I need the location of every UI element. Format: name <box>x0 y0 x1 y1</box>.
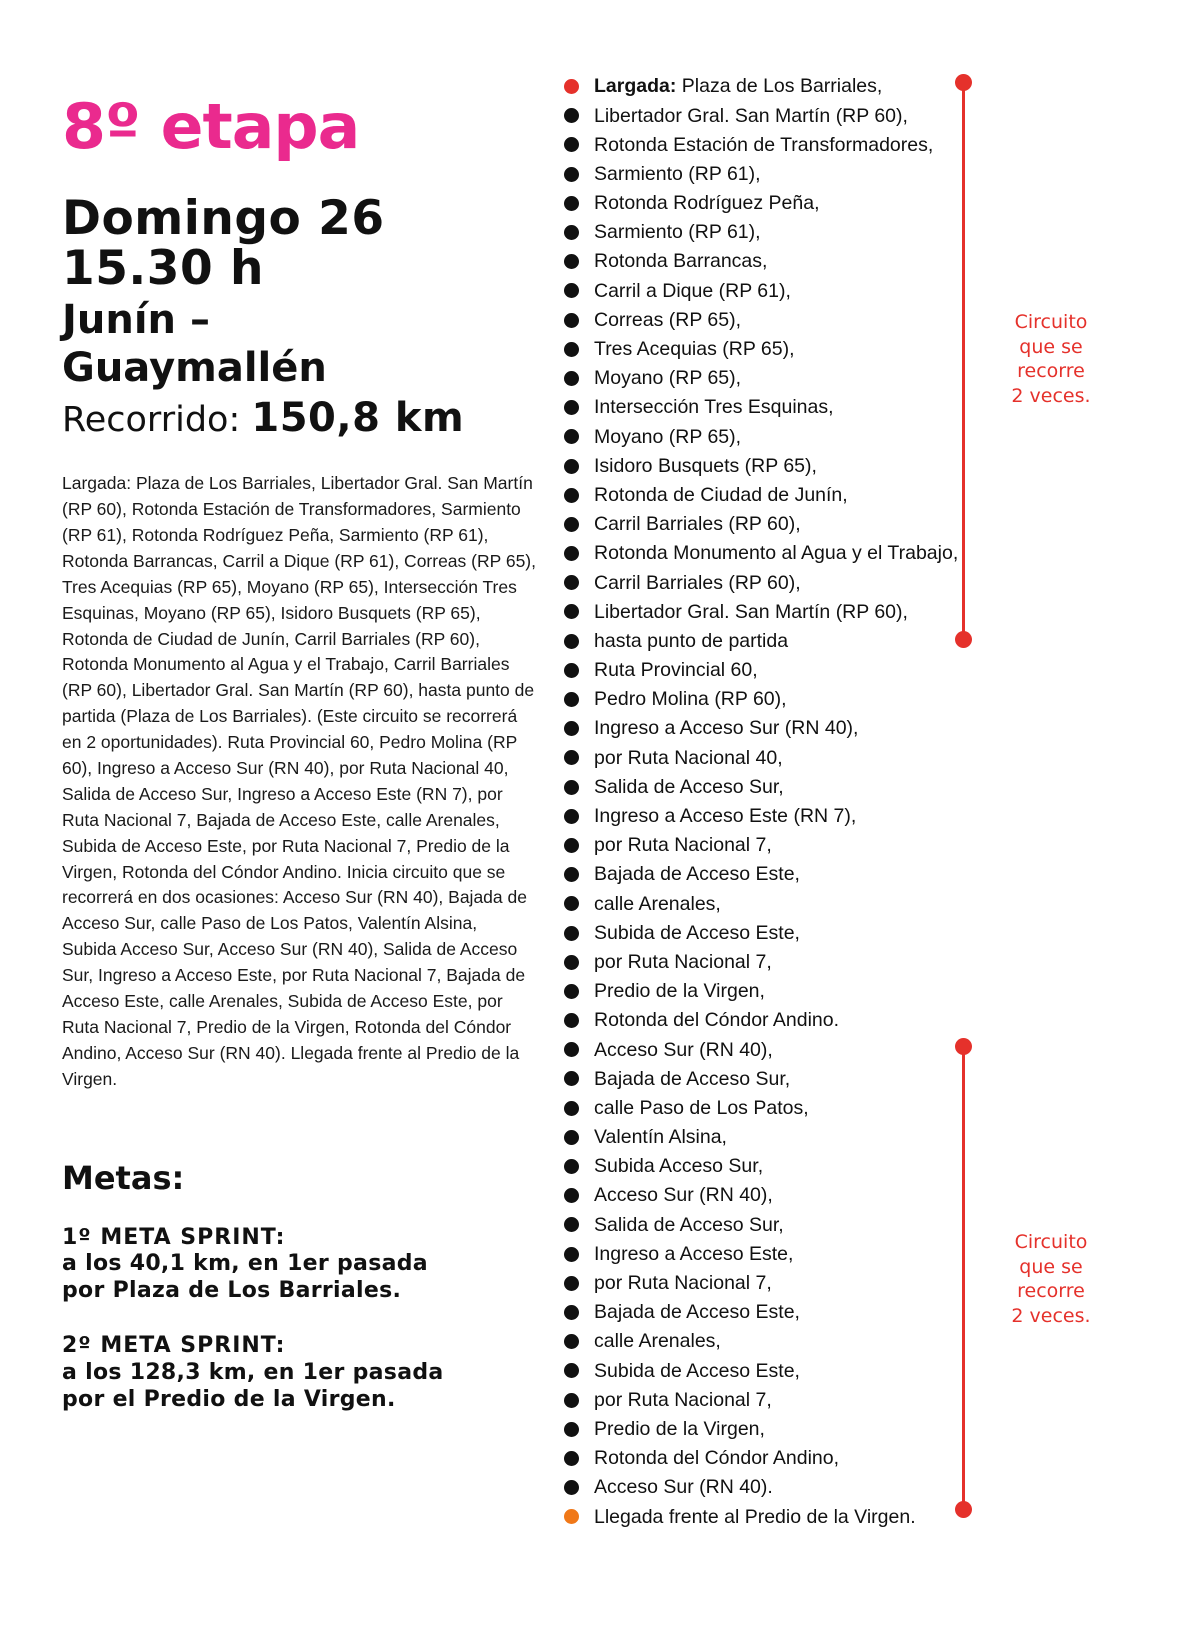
timeline-item-label: Bajada de Acceso Sur, <box>594 1067 791 1090</box>
waypoint-dot-icon <box>564 196 579 211</box>
timeline-item-label: Valentín Alsina, <box>594 1126 727 1149</box>
timeline-item <box>560 160 980 189</box>
timeline-item-label: Acceso Sur (RN 40), <box>594 1038 773 1061</box>
timeline-item <box>560 72 980 101</box>
stage-time: 15.30 h <box>62 240 264 296</box>
timeline-item-label: Rotonda Monumento al Agua y el Trabajo, <box>594 542 959 565</box>
timeline-item <box>560 247 980 276</box>
finish-dot-icon <box>564 1509 579 1524</box>
waypoint-dot-icon <box>564 283 579 298</box>
waypoint-dot-icon <box>564 1159 579 1174</box>
loop-1-bottom-dot <box>955 631 972 648</box>
timeline-item <box>560 802 980 831</box>
timeline-item <box>560 218 980 247</box>
waypoint-dot-icon <box>564 517 579 532</box>
timeline-item-label: Ingreso a Acceso Este (RN 7), <box>594 805 857 828</box>
timeline-item-label: Predio de la Virgen, <box>594 980 765 1003</box>
timeline-item <box>560 656 980 685</box>
timeline-item-label: Bajada de Acceso Este, <box>594 863 800 886</box>
stage-distance-value: 150,8 km <box>251 395 465 442</box>
waypoint-dot-icon <box>564 1247 579 1262</box>
timeline-item-label: Salida de Acceso Sur, <box>594 775 784 798</box>
timeline-item <box>560 393 980 422</box>
timeline-item-label: Tres Acequias (RP 65), <box>594 338 795 361</box>
metas-heading: Metas: <box>62 1158 185 1197</box>
timeline-item-label: Ingreso a Acceso Sur (RN 40), <box>594 717 859 740</box>
timeline-item <box>560 597 980 626</box>
stage-start-city: Junín – <box>62 296 210 343</box>
waypoint-dot-icon <box>564 780 579 795</box>
timeline-item <box>560 101 980 130</box>
timeline-item <box>560 568 980 597</box>
timeline-item-label: por Ruta Nacional 7, <box>594 834 772 857</box>
waypoint-dot-icon <box>564 1130 579 1145</box>
timeline-item <box>560 1210 980 1239</box>
timeline-item-label: Subida Acceso Sur, <box>594 1155 764 1178</box>
meta-sprint-1-line1: a los 40,1 km, en 1er pasada <box>62 1251 428 1277</box>
waypoint-dot-icon <box>564 1217 579 1232</box>
timeline-item <box>560 685 980 714</box>
meta-sprint-2 <box>62 1333 542 1413</box>
timeline-item-label: Carril Barriales (RP 60), <box>594 513 801 536</box>
waypoint-dot-icon <box>564 1422 579 1437</box>
timeline-item <box>560 1240 980 1269</box>
timeline-item-label: Subida de Acceso Este, <box>594 921 800 944</box>
waypoint-dot-icon <box>564 750 579 765</box>
timeline-item <box>560 276 980 305</box>
timeline-item <box>560 714 980 743</box>
waypoint-dot-icon <box>564 1393 579 1408</box>
loop-2-label: Circuito que se recorre 2 veces. <box>1011 1231 1091 1328</box>
timeline-item-label: Pedro Molina (RP 60), <box>594 688 787 711</box>
timeline-item-label: por Ruta Nacional 7, <box>594 1272 772 1295</box>
timeline-item <box>560 1298 980 1327</box>
timeline-item-label: Carril Barriales (RP 60), <box>594 571 801 594</box>
loop-2-bottom-dot <box>955 1501 972 1518</box>
timeline-item-label: Rotonda Barrancas, <box>594 250 768 273</box>
timeline-item-label: Subida de Acceso Este, <box>594 1359 800 1382</box>
waypoint-dot-icon <box>564 926 579 941</box>
timeline-item <box>560 1502 980 1531</box>
waypoint-dot-icon <box>564 254 579 269</box>
timeline-item <box>560 860 980 889</box>
timeline-item <box>560 189 980 218</box>
timeline-item-label: Rotonda de Ciudad de Junín, <box>594 483 848 506</box>
route-description: Largada: Plaza de Los Barriales, Libertador Gral. San Martín (RP 60), Rotonda Estación de Transformadores, Sarmiento (RP 61), Rotonda Rodríguez Peña, Sarmiento (RP 61), Rotonda Barrancas, Carril a Dique (RP 61), Correas (RP 65), Tres Acequias (RP 65), Moyano (RP 65), Intersección Tres Esquinas, Moyano (RP 65), Isidoro Busquets (RP 65), Rotonda de Ciudad de Junín, Carril Barriales (RP 60), Rotonda Monumento al Agua y el Trabajo, Carril Barriales (RP 60), Libertador Gral. San Martín (RP 60), hasta punto de partida (Plaza de Los Barriales). (Este circuito se recorrerá en 2 oportunidades). Ruta Provincial 60, Pedro Molina (RP 60), Ingreso a Acceso Sur (RN 40), por Ruta Nacional 40, Salida de Acceso Sur, Ingreso a Acceso Este (RN 7), por Ruta Nacional 7, Bajada de Acceso Este, calle Arenales, Subida de Acceso Este, por Ruta Nacional 7, Predio de la Virgen, Rotonda del Cóndor Andino. Inicia circuito que se recorrerá en dos ocasiones: Acceso Sur (RN 40), Bajada de Acceso Sur, calle Paso de Los Patos, Valentín Alsina, Subida Acceso Sur, Acceso Sur (RN 40), Salida de Acceso Sur, Ingreso a Acceso Este, por Ruta Nacional 7, Bajada de Acceso Este, calle Arenales, Subida de Acceso Este, por Ruta Nacional 7, Predio de la Virgen, Rotonda del Cóndor Andino, Acceso Sur (RN 40). Llegada frente al Predio de la Virgen. <box>62 473 536 1089</box>
waypoint-dot-icon <box>564 984 579 999</box>
timeline-item <box>560 773 980 802</box>
stage-date: Domingo 26 <box>62 191 385 246</box>
timeline-item-label: hasta punto de partida <box>594 629 789 652</box>
start-dot-icon <box>564 79 579 94</box>
waypoint-dot-icon <box>564 955 579 970</box>
waypoint-dot-icon <box>564 371 579 386</box>
timeline-item-label: Salida de Acceso Sur, <box>594 1213 784 1236</box>
waypoint-dot-icon <box>564 1071 579 1086</box>
stage-info-panel <box>62 90 542 1414</box>
timeline-item-label: Libertador Gral. San Martín (RP 60), <box>594 600 908 623</box>
waypoint-dot-icon <box>564 721 579 736</box>
waypoint-dot-icon <box>564 546 579 561</box>
timeline-item-label: Bajada de Acceso Este, <box>594 1301 800 1324</box>
meta-sprint-2-line1: a los 128,3 km, en 1er pasada <box>62 1359 444 1385</box>
timeline-item-label: calle Paso de Los Patos, <box>594 1096 809 1119</box>
timeline-item <box>560 918 980 947</box>
loop-1-label: Circuito que se recorre 2 veces. <box>1011 311 1091 408</box>
waypoint-dot-icon <box>564 809 579 824</box>
loop-1-rail <box>962 82 965 640</box>
timeline-item <box>560 1123 980 1152</box>
loop-2-rail <box>962 1046 965 1510</box>
waypoint-dot-icon <box>564 400 579 415</box>
timeline-item-label: Libertador Gral. San Martín (RP 60), <box>594 104 908 127</box>
timeline-item <box>560 1064 980 1093</box>
waypoint-dot-icon <box>564 604 579 619</box>
waypoint-dot-icon <box>564 225 579 240</box>
waypoint-dot-icon <box>564 108 579 123</box>
waypoint-dot-icon <box>564 459 579 474</box>
stage-distance <box>62 395 542 441</box>
waypoint-dot-icon <box>564 896 579 911</box>
timeline-item-label: Predio de la Virgen, <box>594 1417 765 1440</box>
waypoint-dot-icon <box>564 1042 579 1057</box>
waypoint-dot-icon <box>564 634 579 649</box>
timeline-item-label: Rotonda del Cóndor Andino, <box>594 1447 840 1470</box>
timeline-item-label: Correas (RP 65), <box>594 308 742 331</box>
timeline-item <box>560 831 980 860</box>
waypoint-dot-icon <box>564 1013 579 1028</box>
waypoint-dot-icon <box>564 488 579 503</box>
waypoint-dot-icon <box>564 342 579 357</box>
timeline-item-label: Moyano (RP 65), <box>594 425 742 448</box>
timeline-item <box>560 1006 980 1035</box>
waypoint-dot-icon <box>564 1451 579 1466</box>
timeline-item <box>560 510 980 539</box>
timeline-item <box>560 1473 980 1502</box>
timeline-item-label: Sarmiento (RP 61), <box>594 221 761 244</box>
timeline-item <box>560 627 980 656</box>
timeline-item <box>560 1152 980 1181</box>
timeline-item <box>560 335 980 364</box>
timeline-item <box>560 539 980 568</box>
meta-sprint-1 <box>62 1225 542 1305</box>
timeline-item <box>560 1181 980 1210</box>
timeline-item-label: Acceso Sur (RN 40), <box>594 1184 773 1207</box>
loop-bracket-1 <box>935 74 1125 648</box>
timeline-item-label: Ingreso a Acceso Este, <box>594 1242 794 1265</box>
timeline-item-label: Largada: Plaza de Los Barriales, <box>594 75 883 98</box>
timeline-item <box>560 306 980 335</box>
waypoint-dot-icon <box>564 575 579 590</box>
timeline-item-label: Intersección Tres Esquinas, <box>594 396 834 419</box>
timeline-item <box>560 1444 980 1473</box>
timeline-item <box>560 422 980 451</box>
timeline-item-label: calle Arenales, <box>594 1330 721 1353</box>
route-timeline <box>560 72 980 1531</box>
timeline-item-label: Sarmiento (RP 61), <box>594 162 761 185</box>
timeline-item <box>560 364 980 393</box>
timeline-item <box>560 481 980 510</box>
timeline-item <box>560 1385 980 1414</box>
timeline-item <box>560 1415 980 1444</box>
timeline-item-label: Rotonda Rodríguez Peña, <box>594 192 820 215</box>
waypoint-dot-icon <box>564 167 579 182</box>
timeline-item <box>560 948 980 977</box>
page-title: 8º etapa <box>62 90 360 163</box>
waypoint-dot-icon <box>564 692 579 707</box>
waypoint-dot-icon <box>564 137 579 152</box>
waypoint-dot-icon <box>564 1363 579 1378</box>
waypoint-dot-icon <box>564 1480 579 1495</box>
timeline-item <box>560 977 980 1006</box>
timeline-item <box>560 451 980 480</box>
waypoint-dot-icon <box>564 1276 579 1291</box>
stage-distance-label: Recorrido: <box>62 400 241 441</box>
timeline-item <box>560 1327 980 1356</box>
timeline-item-label: Rotonda Estación de Transformadores, <box>594 133 934 156</box>
waypoint-dot-icon <box>564 663 579 678</box>
timeline-item <box>560 743 980 772</box>
meta-sprint-1-label: 1º META SPRINT: <box>62 1224 286 1250</box>
timeline-item-label: Rotonda del Cóndor Andino. <box>594 1009 840 1032</box>
waypoint-dot-icon <box>564 1101 579 1116</box>
meta-sprint-2-line2: por el Predio de la Virgen. <box>62 1386 396 1412</box>
timeline-item-label: calle Arenales, <box>594 892 721 915</box>
stage-end-city: Guaymallén <box>62 345 327 392</box>
timeline-item <box>560 1035 980 1064</box>
timeline-item <box>560 1094 980 1123</box>
meta-sprint-2-label: 2º META SPRINT: <box>62 1333 286 1359</box>
timeline-item-label: por Ruta Nacional 40, <box>594 746 783 769</box>
timeline-item-label: Carril a Dique (RP 61), <box>594 279 791 302</box>
timeline-item <box>560 1269 980 1298</box>
timeline-item-label: Ruta Provincial 60, <box>594 659 758 682</box>
timeline-item <box>560 130 980 159</box>
loop-bracket-2 <box>935 1038 1125 1518</box>
waypoint-dot-icon <box>564 1188 579 1203</box>
waypoint-dot-icon <box>564 429 579 444</box>
timeline-item <box>560 1356 980 1385</box>
timeline-item <box>560 889 980 918</box>
timeline-item-label: Moyano (RP 65), <box>594 367 742 390</box>
waypoint-dot-icon <box>564 1305 579 1320</box>
timeline-item-label: por Ruta Nacional 7, <box>594 950 772 973</box>
timeline-item-label: Acceso Sur (RN 40). <box>594 1476 773 1499</box>
timeline-item-label: por Ruta Nacional 7, <box>594 1388 772 1411</box>
timeline-item-label: Llegada frente al Predio de la Virgen. <box>594 1505 916 1528</box>
meta-sprint-1-line2: por Plaza de Los Barriales. <box>62 1278 402 1304</box>
timeline-item-label: Isidoro Busquets (RP 65), <box>594 454 817 477</box>
waypoint-dot-icon <box>564 313 579 328</box>
waypoint-dot-icon <box>564 1334 579 1349</box>
waypoint-dot-icon <box>564 838 579 853</box>
waypoint-dot-icon <box>564 867 579 882</box>
